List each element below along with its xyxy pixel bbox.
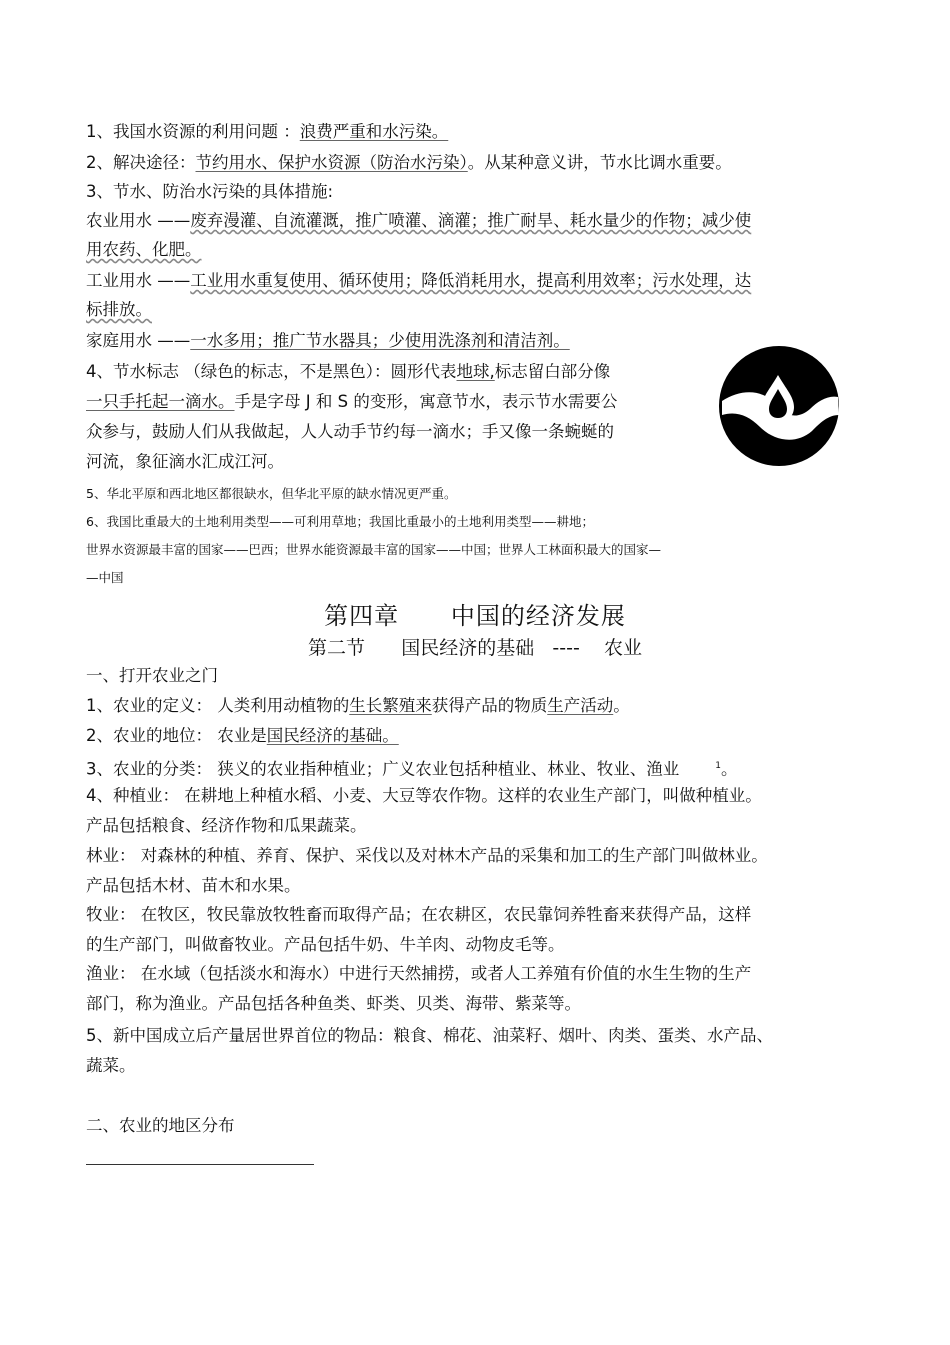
text-line: 标排放。 (86, 300, 152, 319)
text-line: 6、我国比重最大的土地利用类型——可利用草地；我国比重最小的土地利用类型——耕地； (86, 514, 594, 529)
text-line: 3、节水、防治水污染的具体措施: (86, 182, 334, 201)
section-title: 第二节 国民经济的基础 ---- 农业 (308, 637, 642, 659)
text-line: 蔬菜。 (86, 1056, 136, 1075)
chapter-title: 第四章 中国的经济发展 (324, 602, 626, 630)
text-line: 林业： 对森林的种植、养育、保护、采伐以及对林木产品的采集和加工的生产部门叫做林业。 (86, 846, 768, 865)
text-line: 工业用水 ——工业用水重复使用、循环使用；降低消耗用水，提高利用效率；污水处理，达 (86, 271, 752, 290)
text-line: 用农药、化肥。 (86, 240, 202, 259)
footnote-marker: 1 (715, 761, 721, 771)
text-line: 一只手托起一滴水。手是字母 J 和 S 的变形，寓意节水，表示节水需要公 (86, 392, 618, 411)
water-saving-logo-icon (718, 345, 840, 467)
heading: 二、农业的地区分布 (86, 1116, 235, 1135)
text-line: 牧业： 在牧区，牧民靠放牧牲畜而取得产品；在农耕区，农民靠饲养牲畜来获得产品，这样 (86, 905, 752, 924)
text-line: 2、解决途径：节约用水、保护水资源（防治水污染）。从某种意义讲，节水比调水重要。 (86, 153, 732, 172)
text-line: 1、我国水资源的利用问题 ：浪费严重和水污染。 (86, 122, 449, 141)
text-line: 4、种植业： 在耕地上种植水稻、小麦、大豆等农作物。这样的农业生产部门，叫做种植业。 (86, 786, 762, 805)
text-line: 农业用水 ——废弃漫灌、自流灌溉，推广喷灌、滴灌；推广耐旱、耗水量少的作物；减少使 (86, 211, 752, 230)
text-line: 1、农业的定义： 人类利用动植物的生长繁殖来获得产品的物质生产活动。 (86, 696, 630, 715)
text-line: 众参与，鼓励人们从我做起，人人动手节约每一滴水；手又像一条蜿蜒的 (86, 422, 614, 441)
text-line: 家庭用水 ——一水多用；推广节水器具；少使用洗涤剂和清洁剂。 (86, 331, 570, 350)
text-line: —中国 (86, 570, 124, 585)
text-line: 2、农业的地位： 农业是国民经济的基础。 (86, 726, 399, 745)
text-line: 河流，象征滴水汇成江河。 (86, 452, 284, 471)
heading: 一、打开农业之门 (86, 666, 218, 685)
text-line: 部门，称为渔业。产品包括各种鱼类、虾类、贝类、海带、紫菜等。 (86, 994, 581, 1013)
text-line: 世界水资源最丰富的国家——巴西；世界水能资源最丰富的国家——中国；世界人工林面积最大的国家— (86, 542, 662, 557)
text-line: 5、华北平原和西北地区都很缺水，但华北平原的缺水情况更严重。 (86, 486, 457, 501)
text-line: 的生产部门，叫做畜牧业。产品包括牛奶、牛羊肉、动物皮毛等。 (86, 935, 565, 954)
text-line: 产品包括木材、苗木和水果。 (86, 876, 301, 895)
text-line: 产品包括粮食、经济作物和瓜果蔬菜。 (86, 816, 367, 835)
text-line: 渔业： 在水域（包括淡水和海水）中进行天然捕捞，或者人工养殖有价值的水生生物的生产 (86, 964, 752, 983)
text-line: 5、新中国成立后产量居世界首位的物品：粮食、棉花、油菜籽、烟叶、肉类、蛋类、水产品、 (86, 1026, 773, 1045)
text-line: 4、节水标志 （绿色的标志，不是黑色）：圆形代表地球,标志留白部分像 (86, 362, 611, 381)
text-line: 3、农业的分类： 狭义的农业指种植业；广义农业包括种植业、林业、牧业、渔业 $^1$。 (86, 759, 738, 779)
footnote-divider (86, 1164, 314, 1165)
